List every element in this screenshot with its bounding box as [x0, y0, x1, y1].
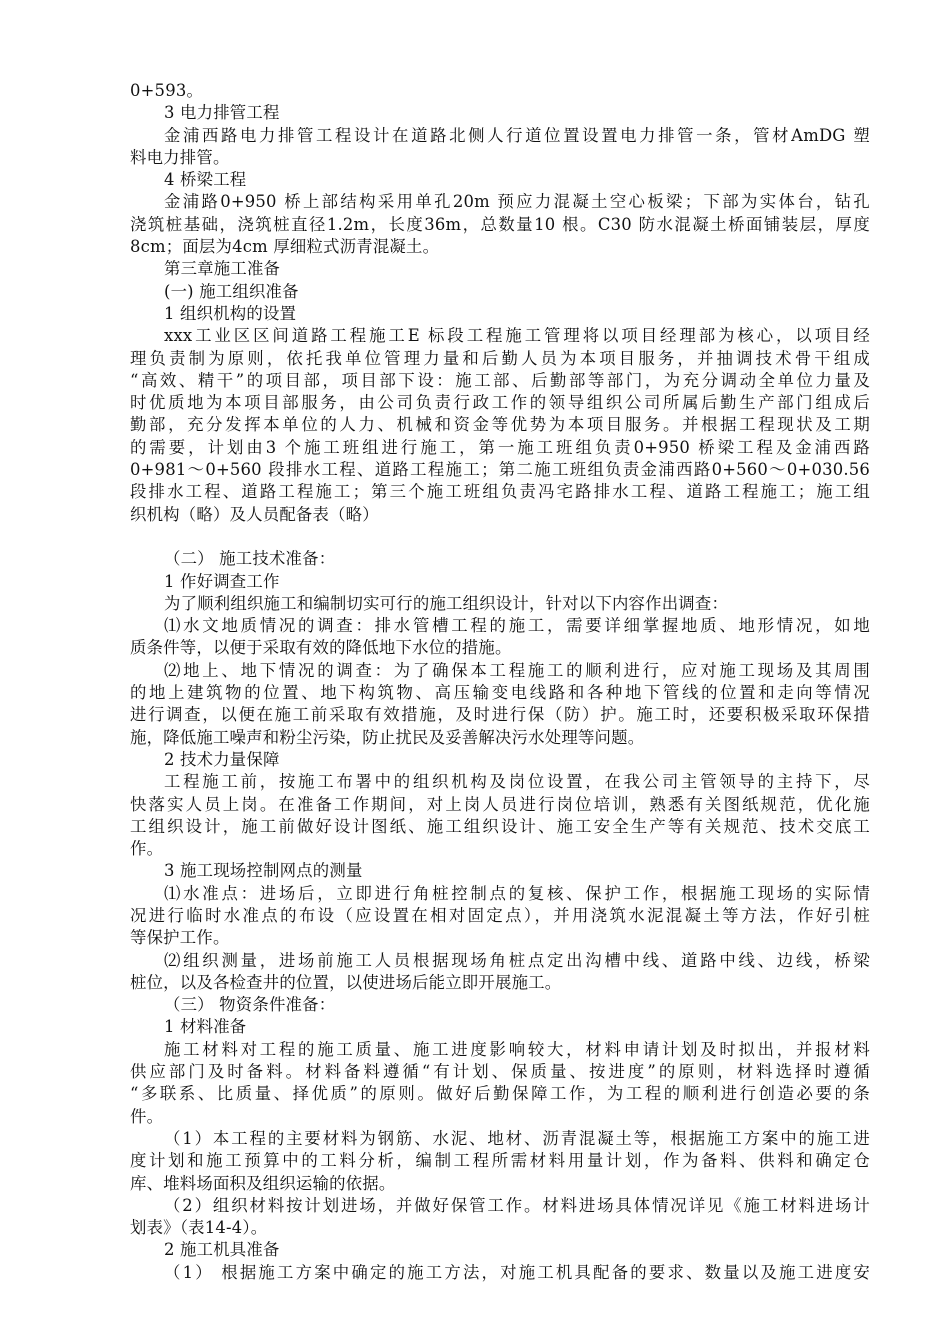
text-line: （1）本工程的主要材料为钢筋、水泥、地材、沥青混凝土等，根据施工方案中的施工进: [164, 1128, 870, 1148]
text-line: 金浦路0+950 桥上部结构采用单孔20m 预应力混凝土空心板梁；下部为实体台，钻孔: [164, 192, 870, 212]
text-line: 快落实人员上岗。在准备工作期间，对上岗人员进行岗位培训，熟悉有关图纸规范，优化施: [130, 794, 870, 814]
text-line: （三） 物资条件准备：: [164, 995, 336, 1015]
text-line: 划表》（表14-4）。: [130, 1218, 268, 1238]
text-line: 浇筑桩基础，浇筑桩直径1.2m，长度36m，总数量10 根。C30 防水混凝土桥面铺装层，厚度: [130, 214, 870, 234]
text-line: 件。: [130, 1106, 164, 1126]
text-line: （1） 根据施工方案中确定的施工方法，对施工机具配备的要求、数量以及施工进度安: [164, 1262, 870, 1282]
text-line: 的需要，计划由3 个施工班组进行施工，第一施工班组负责0+950 桥梁工程及金浦西路: [130, 437, 870, 457]
text-line: 第三章施工准备: [164, 259, 281, 279]
text-line: 1 材料准备: [164, 1017, 247, 1037]
text-line: 1 作好调查工作: [164, 571, 280, 591]
text-line: 工程施工前，按施工布署中的组织机构及岗位设置，在我公司主管领导的主持下，尽: [164, 772, 870, 792]
text-line: 桩位，以及各检查井的位置，以使进场后能立即开展施工。: [130, 972, 562, 992]
text-line: “高效、精干”的项目部，项目部下设：施工部、后勤部等部门，为充分调动全单位力量及: [130, 370, 870, 390]
text-line: 1 组织机构的设置: [164, 303, 297, 323]
text-line: ⑵地上、地下情况的调查：为了确保本工程施工的顺利进行，应对施工现场及其周围: [164, 660, 870, 680]
text-line: 3 施工现场控制网点的测量: [164, 861, 363, 881]
text-line: 为了顺利组织施工和编制切实可行的施工组织设计，针对以下内容作出调查：: [164, 593, 729, 613]
text-line: 施工材料对工程的施工质量、施工进度影响较大，材料申请计划及时拟出，并报材料: [164, 1039, 870, 1059]
text-line: 3 电力排管工程: [164, 103, 280, 123]
text-line: 的地上建筑物的位置、地下构筑物、高压输变电线路和各种地下管线的位置和走向等情况: [130, 683, 870, 703]
text-line: 8cm；面层为4cm 厚细粒式沥青混凝土。: [130, 237, 440, 257]
text-line: 度计划和施工预算中的工料分析，编制工程所需材料用量计划，作为备料、供料和确定仓: [130, 1151, 870, 1171]
text-line: xxx工业区区间道路工程施工E 标段工程施工管理将以项目经理部为核心，以项目经: [164, 326, 870, 346]
text-line: 料电力排管。: [130, 147, 230, 167]
text-line: 织机构（略）及人员配备表（略）: [130, 504, 379, 524]
text-line: 供应部门及时备料。材料备料遵循“有计划、保质量、按进度”的原则，材料选择时遵循: [130, 1062, 870, 1082]
text-line: “多联系、比质量、择优质”的原则。做好后勤保障工作，为工程的顺利进行创造必要的条: [130, 1084, 870, 1104]
text-line: 0+981～0+560 段排水工程、道路工程施工；第二施工班组负责金浦西路0+560～0+030.56: [130, 460, 870, 480]
text-line: (一) 施工组织准备: [164, 281, 299, 301]
text-line: 质条件等，以便于采取有效的降低地下水位的措施。: [130, 638, 512, 658]
text-line: 理负责制为原则，依托我单位管理力量和后勤人员为本项目服务，并抽调技术骨干组成: [130, 348, 870, 368]
text-line: 况进行临时水准点的布设（应设置在相对固定点），并用浇筑水泥混凝土等方法，作好引桩: [130, 905, 870, 925]
document-body: [130, 80, 870, 1284]
text-line: ⑵组织测量，进场前施工人员根据现场角桩点定出沟槽中线、道路中线、边线，桥梁: [164, 950, 870, 970]
text-line: ⑴水文地质情况的调查：排水管槽工程的施工，需要详细掌握地质、地形情况，如地: [164, 616, 870, 636]
text-line: 段排水工程、道路工程施工；第三个施工班组负责冯宅路排水工程、道路工程施工；施工组: [130, 482, 870, 502]
text-line: 2 技术力量保障: [164, 749, 280, 769]
text-line: 0+593。: [130, 81, 204, 100]
text-line: ⑴水准点：进场后，立即进行角桩控制点的复核、保护工作，根据施工现场的实际情: [164, 883, 870, 903]
text-line: 等保护工作。: [130, 928, 230, 948]
text-line: 工组织设计，施工前做好设计图纸、施工组织设计、施工安全生产等有关规范、技术交底工: [130, 816, 870, 836]
text-line: 金浦西路电力排管工程设计在道路北侧人行道位置设置电力排管一条，管材AmDG 塑: [164, 125, 870, 145]
text-line: 勤部，充分发挥本单位的人力、机械和资金等优势为本项目服务。并根据工程现状及工期: [130, 415, 870, 435]
text-line: 作。: [130, 839, 164, 859]
text-line: 4 桥梁工程: [164, 170, 247, 190]
text-line: 进行调查，以便在施工前采取有效措施，及时进行保（防）护。施工时，还要积极采取环保措: [130, 705, 870, 725]
text-line: 施，降低施工噪声和粉尘污染，防止扰民及妥善解决污水处理等问题。: [130, 727, 645, 747]
text-line: 2 施工机具准备: [164, 1240, 280, 1260]
text-line: （2）组织材料按计划进场，并做好保管工作。材料进场具体情况详见《施工材料进场计: [164, 1195, 870, 1215]
text-line: 时优质地为本项目部服务，由公司负责行政工作的领导组织公司所属后勤生产部门组成后: [130, 393, 870, 413]
blank-line: [130, 526, 870, 548]
text-line: 库、堆料场面积及组织运输的依据。: [130, 1173, 396, 1193]
text-line: （二） 施工技术准备：: [164, 549, 336, 569]
